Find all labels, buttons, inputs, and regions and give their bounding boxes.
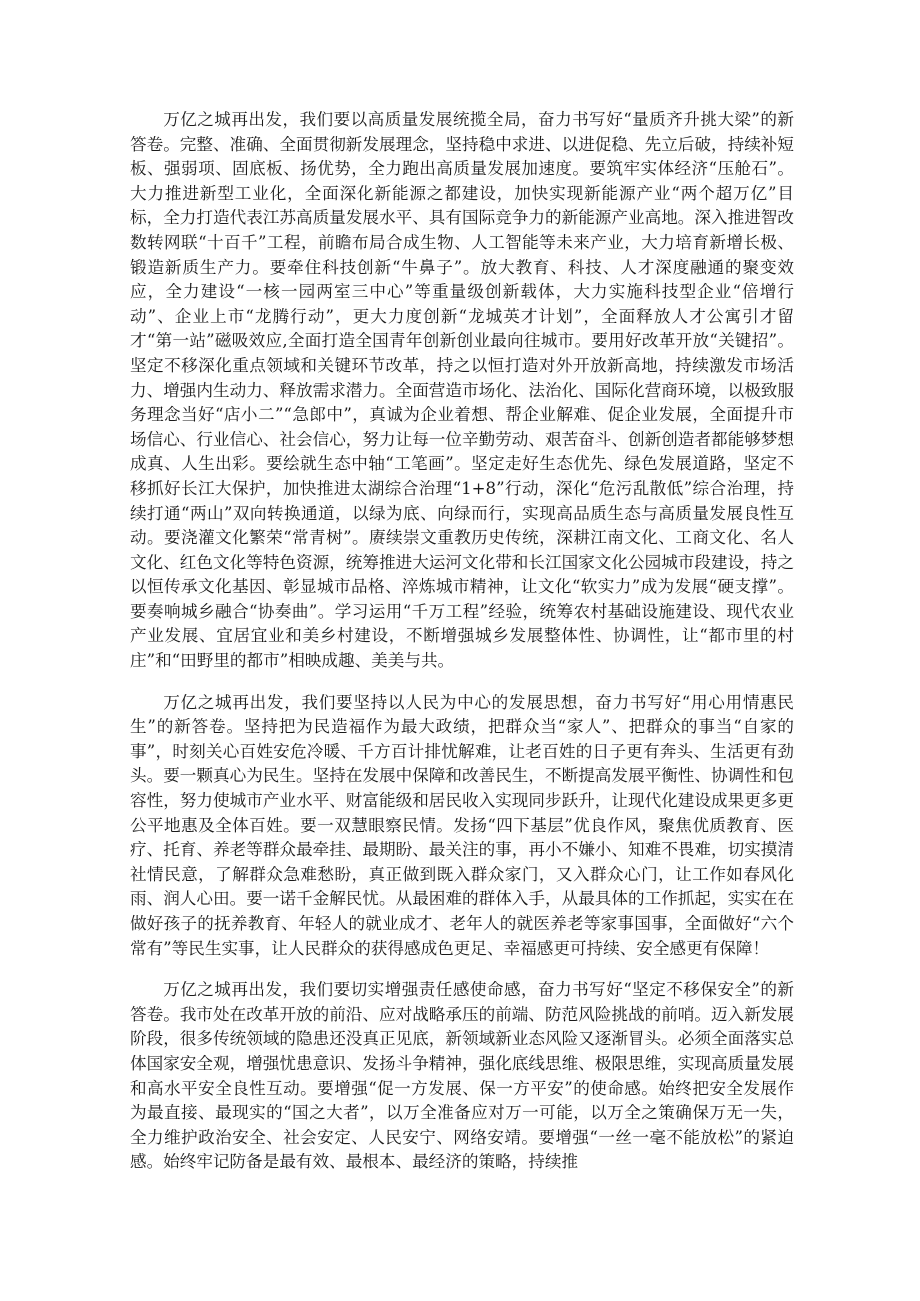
paragraph-security: 万亿之城再出发，我们要切实增强责任感使命感，奋力书写好“坚定不移保安全”的新答卷。我市处在改革开放的前沿、应对战略承压的前端、防范风险挑战的前哨。迈入新发展阶段，很多传统领域的隐患还没真正见底，新领域新业态风险又逐渐冒头。必须全面落实总体国家安全观，增强忧患意识、发扬斗争精神，强化底线思维、极限思维，实现高质量发展和高水平安全良性互动。要增强“促一方发展、保一方平安”的使命感。始终把安全发展作为最直接、最现实的“国之大者”，以万全准备应对万一可能，以万全之策确保万无一失，全力维护政治安全、社会安定、人民安宁、网络安靖。要增强“一丝一毫不能放松”的紧迫感。始终牢记防备是最有效、最根本、最经济的策略，持续推 (130, 980, 794, 1172)
document-body (130, 108, 794, 1192)
paragraph-livelihood: 万亿之城再出发，我们要坚持以人民为中心的发展思想，奋力书写好“用心用情惠民生”的新答卷。坚持把为民造福作为最大政绩，把群众当“家人”、把群众的事当“自家的事”，时刻关心百姓安危冷暖、千方百计排忧解难，让老百姓的日子更有奔头、生活更有劲头。要一颗真心为民生。坚持在发展中保障和改善民生，不断提高发展平衡性、协调性和包容性，努力使城市产业水平、财富能级和居民收入实现同步跃升，让现代化建设成果更多更公平地惠及全体百姓。要一双慧眼察民情。发扬“四下基层”优良作风，聚焦优质教育、医疗、托育、养老等群众最牵挂、最期盼、最关注的事，再小不嫌小、知难不畏难，切实摸清社情民意，了解群众急难愁盼，真正做到既入群众家门，又入群众心门，让工作如春风化雨、润人心田。要一诺千金解民忧。从最困难的群体入手，从最具体的工作抓起，实实在在做好孩子的抚养教育、年轻人的就业成才、老年人的就医养老等家事国事，全面做好“六个常有”等民生实事，让人民群众的获得感成色更足、幸福感更可持续、安全感更有保障！ (130, 692, 794, 958)
paragraph-economy: 万亿之城再出发，我们要以高质量发展统揽全局，奋力书写好“量质齐升挑大梁”的新答卷。完整、准确、全面贯彻新发展理念，坚持稳中求进、以进促稳、先立后破，持续补短板、强弱项、固底板、扬优势，全力跑出高质量发展加速度。要筑牢实体经济“压舱石”。大力推进新型工业化，全面深化新能源之都建设，加快实现新能源产业“两个超万亿”目标，全力打造代表江苏高质量发展水平、具有国际竞争力的新能源产业高地。深入推进智改数转网联“十百千”工程，前瞻布局合成生物、人工智能等未来产业，大力培育新增长极、锻造新质生产力。要牵住科技创新“牛鼻子”。放大教育、科技、人才深度融通的聚变效应，全力建设“一核一园两室三中心”等重量级创新载体，大力实施科技型企业“倍增行动”、企业上市“龙腾行动”，更大力度创新“龙城英才计划”，全面释放人才公寓引才留才“第一站”磁吸效应,全面打造全国青年创新创业最向往城市。要用好改革开放“关键招”。坚定不移深化重点领域和关键环节改革，持之以恒打造对外开放新高地，持续激发市场活力、增强内生动力、释放需求潜力。全面营造市场化、法治化、国际化营商环境，以极致服务理念当好“店小二”“急郎中”，真诚为企业着想、帮企业解难、促企业发展，全面提升市场信心、行业信心、社会信心，努力让每一位辛勤劳动、艰苦奋斗、创新创造者都能够梦想成真、人生出彩。要绘就生态中轴“工笔画”。坚定走好生态优先、绿色发展道路，坚定不移抓好长江大保护，加快推进太湖综合治理“1+8”行动，深化“危污乱散低”综合治理，持续打通“两山”双向转换通道，以绿为底、向绿而行，实现高品质生态与高质量发展良性互动。要浇灌文化繁荣“常青树”。赓续崇文重教历史传统，深耕江南文化、工商文化、名人文化、红色文化等特色资源，统筹推进大运河文化带和长江国家文化公园城市段建设，持之以恒传承文化基因、彰显城市品格、淬炼城市精神，让文化“软实力”成为发展“硬支撑”。要奏响城乡融合“协奏曲”。学习运用“千万工程”经验，统筹农村基础设施建设、现代农业产业发展、宜居宜业和美乡村建设，不断增强城乡发展整体性、协调性，让“都市里的村庄”和“田野里的都市”相映成趣、美美与共。 (130, 110, 794, 671)
